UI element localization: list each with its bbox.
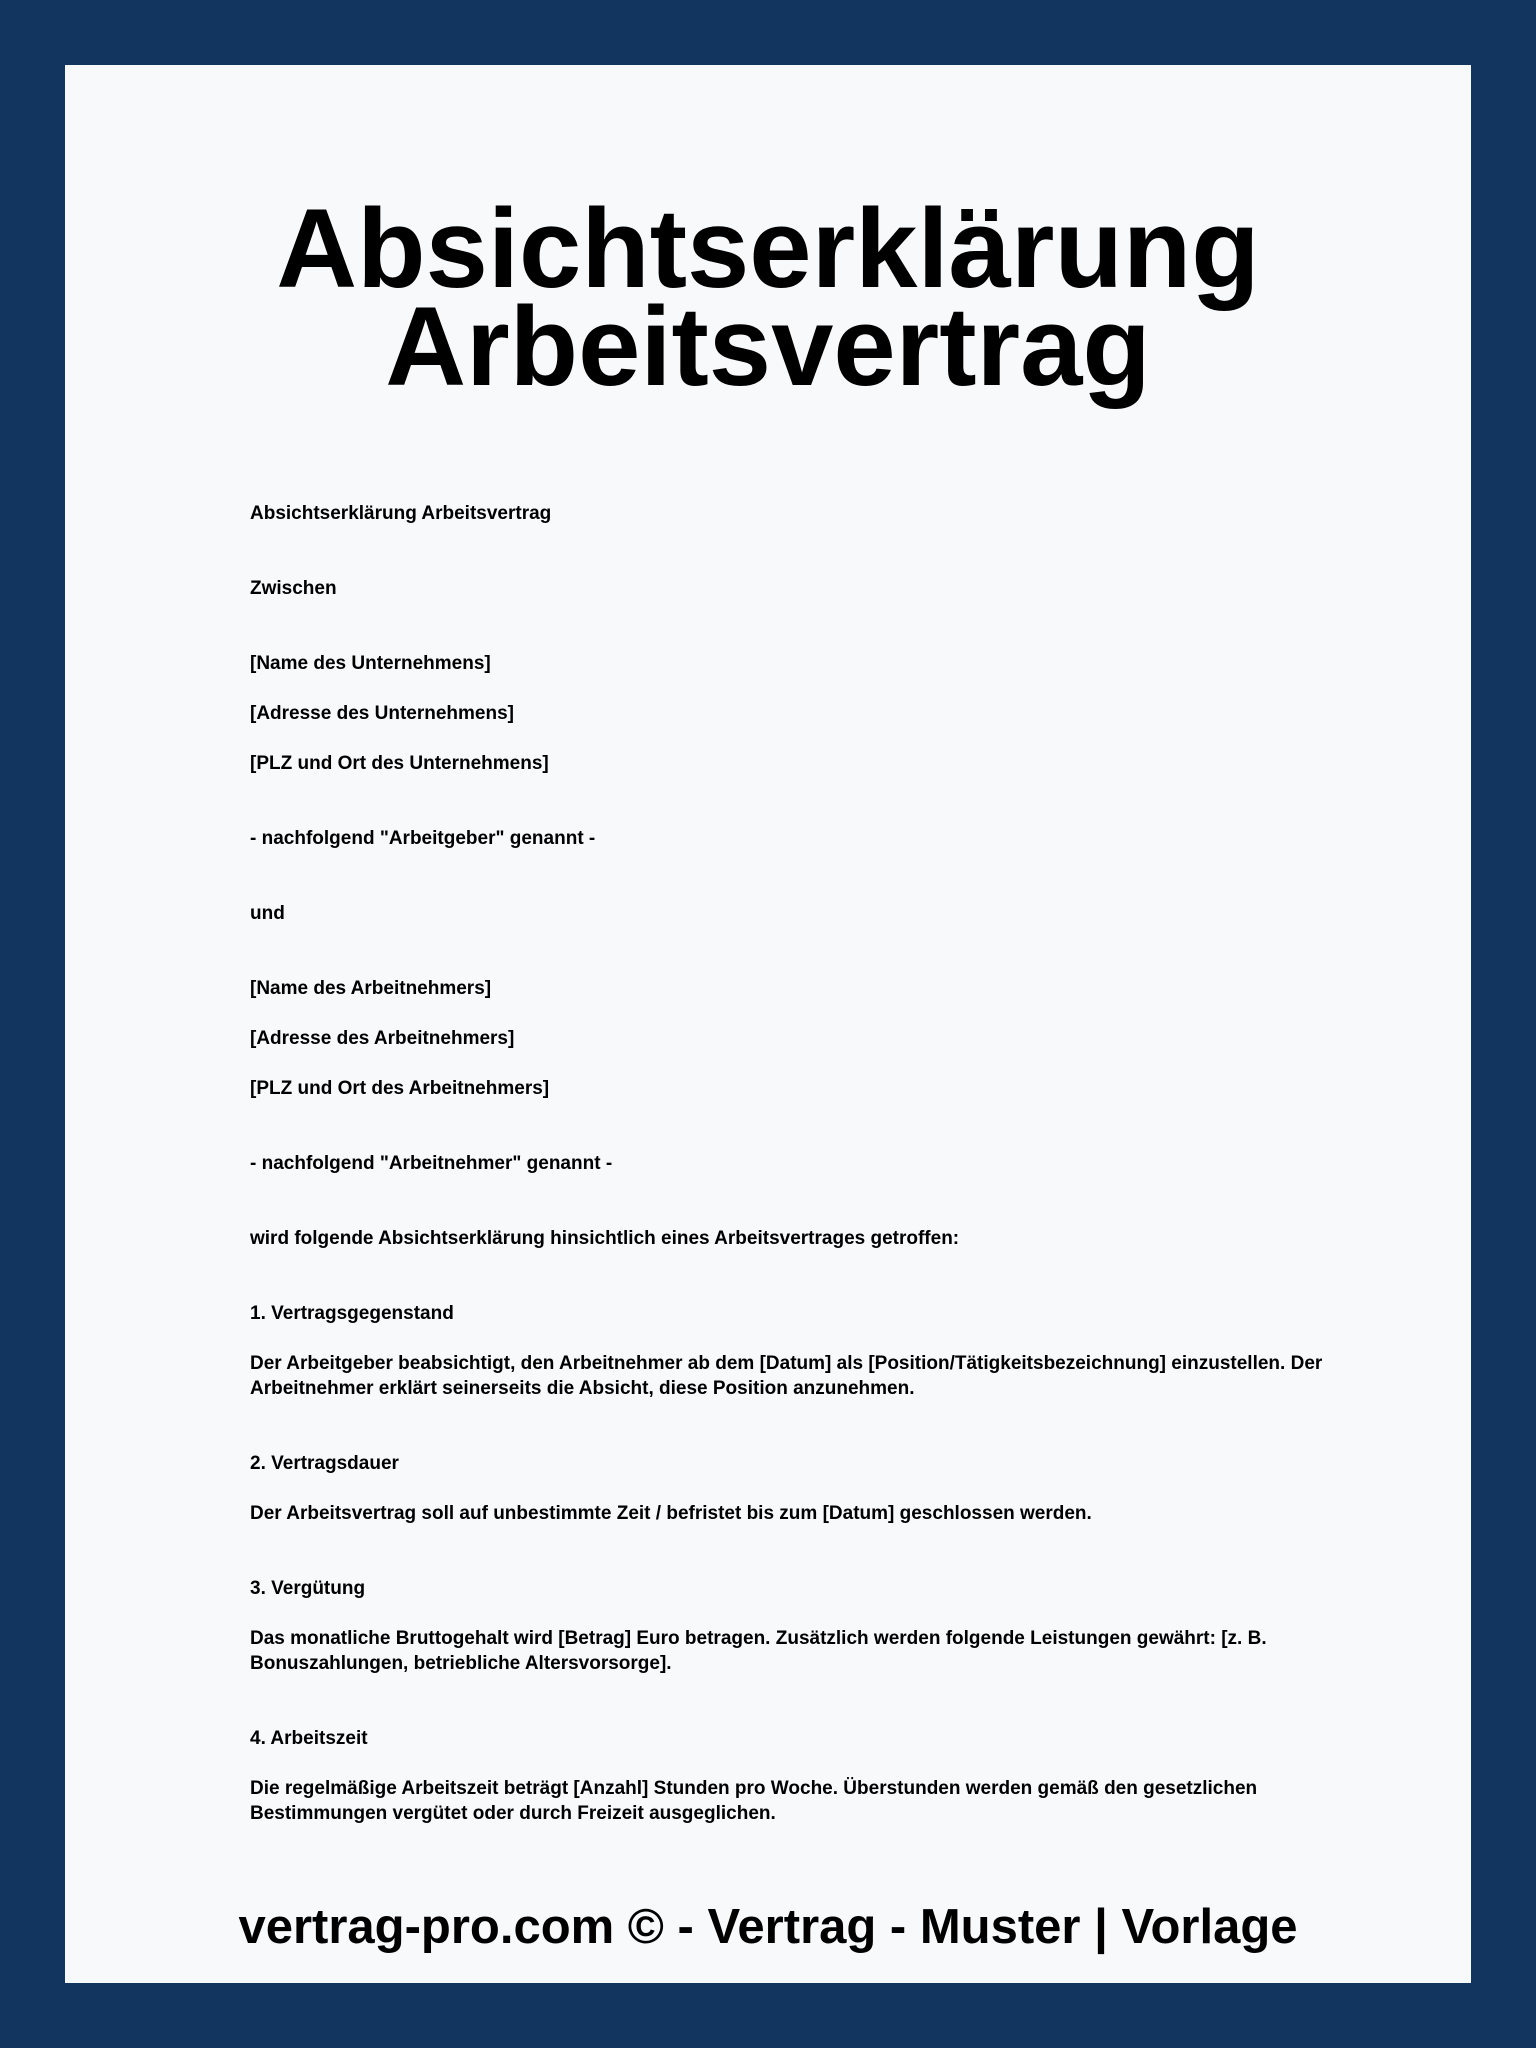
employee-city: [PLZ und Ort des Arbeitnehmers] [250, 1078, 550, 1099]
title-line-2: Arbeitsvertrag [385, 284, 1151, 409]
section-3-heading: 3. Vergütung [250, 1578, 366, 1599]
section-3-text: Das monatliche Bruttogehalt wird [Betrag] Euro betragen. Zusätzlich werden folgende Leistungen gewährt: [z. B. Bonuszahlungen, betriebliche Altersvorsorge]. [250, 1628, 1267, 1674]
employer-address: [Adresse des Unternehmens] [250, 703, 514, 724]
section-2-heading: 2. Vertragsdauer [250, 1453, 399, 1474]
section-4-text: Die regelmäßige Arbeitszeit beträgt [Anzahl] Stunden pro Woche. Überstunden werden gemäß den gesetzlichen Bestimmungen vergütet oder durch Freizeit ausgeglichen. [250, 1778, 1258, 1824]
employee-name: [Name des Arbeitnehmers] [250, 978, 492, 999]
employee-address: [Adresse des Arbeitnehmers] [250, 1028, 515, 1049]
section-4-heading: 4. Arbeitszeit [250, 1728, 368, 1749]
employer-designation: - nachfolgend "Arbeitgeber" genannt - [250, 828, 596, 849]
between-label: Zwischen [250, 578, 337, 599]
body-heading: Absichtserklärung Arbeitsvertrag [250, 503, 552, 524]
section-2-text: Der Arbeitsvertrag soll auf unbestimmte Zeit / befristet bis zum [Datum] geschlossen werden. [250, 1503, 1092, 1524]
employer-name: [Name des Unternehmens] [250, 653, 491, 674]
employee-designation: - nachfolgend "Arbeitnehmer" genannt - [250, 1153, 613, 1174]
section-1-text: Der Arbeitgeber beabsichtigt, den Arbeitnehmer ab dem [Datum] als [Position/Tätigkeitsbezeichnung] einzustellen. Der Arbeitnehmer erklärt seinerseits die Absicht, diese Position anzunehmen. [250, 1353, 1323, 1399]
document-title [65, 186, 1471, 409]
and-label: und [250, 903, 285, 924]
section-1-heading: 1. Vertragsgegenstand [250, 1303, 454, 1324]
intro-text: wird folgende Absichtserklärung hinsichtlich eines Arbeitsvertrages getroffen: [250, 1228, 960, 1249]
employer-city: [PLZ und Ort des Unternehmens] [250, 753, 549, 774]
document-page [65, 65, 1471, 1983]
footer-watermark: vertrag-pro.com © - Vertrag - Muster | Vorlage [238, 1900, 1298, 1954]
title-line-1: Absichtserklärung [276, 186, 1260, 311]
